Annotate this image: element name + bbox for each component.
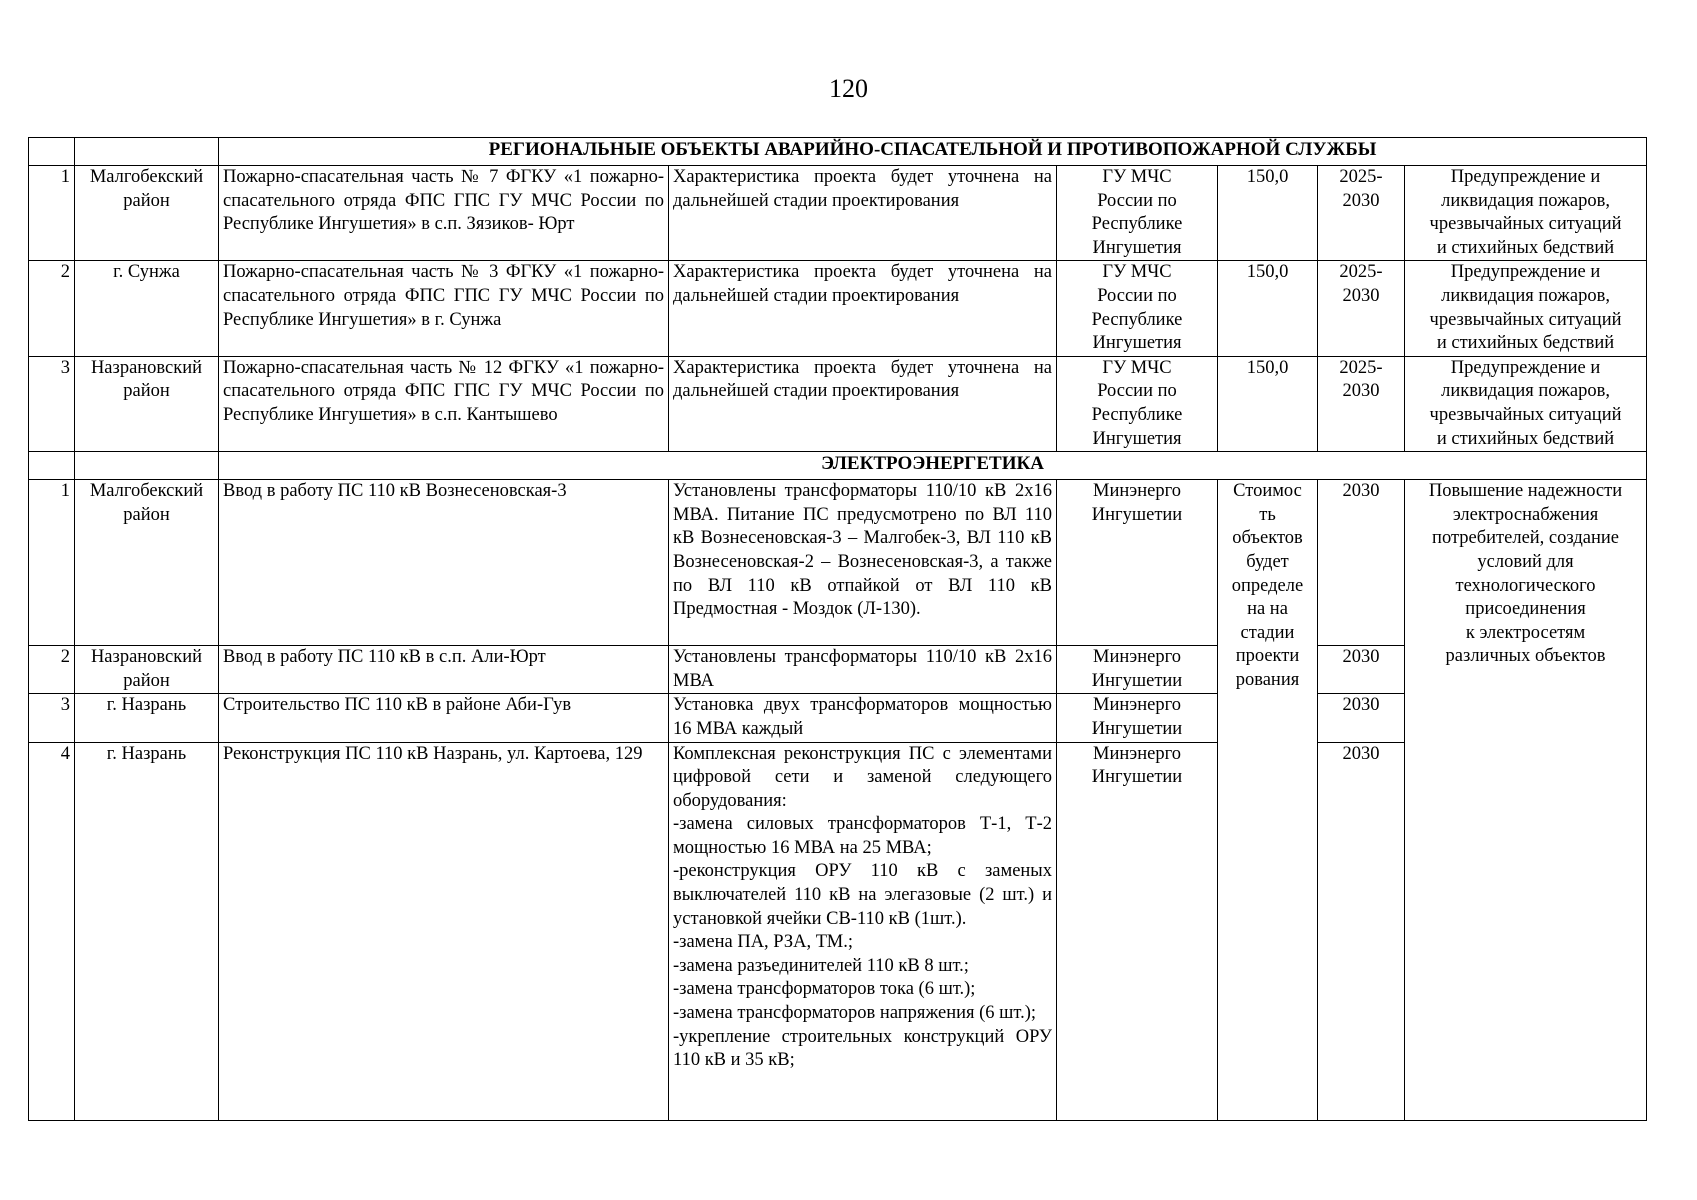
purpose-cell: Предупреждение и ликвидация пожаров, чрезвычайных ситуаций и стихийных бедствий <box>1405 166 1647 261</box>
empty-cell <box>29 452 75 480</box>
characteristics-cell <box>669 742 1057 1120</box>
responsible-cell: ГУ МЧС России по Республике Ингушетия <box>1057 166 1218 261</box>
characteristics-cell: Характеристика проекта будет уточнена на дальнейшей стадии проектирования <box>669 356 1057 451</box>
object-name-cell: Строительство ПС 110 кВ в районе Аби-Гув <box>219 694 669 742</box>
period-cell: 2030 <box>1318 646 1405 694</box>
responsible-cell: Минэнерго Ингушетии <box>1057 646 1218 694</box>
table-row <box>29 480 1647 646</box>
object-name-cell: Пожарно-спасательная часть № 3 ФГКУ «1 пожарно-спасательного отряда ФПС ГПС ГУ МЧС России по Республике Ингушетия» в г. Сунжа <box>219 261 669 356</box>
object-name-cell: Ввод в работу ПС 110 кВ Вознесеновская-3 <box>219 480 669 646</box>
row-number: 2 <box>29 261 75 356</box>
characteristics-line: Комплексная реконструкция ПС с элементами цифровой сети и заменой следующего оборудования: <box>673 743 1052 811</box>
characteristics-line: -реконструкция ОРУ 110 кВ с заменых выключателей 110 кВ на элегазовые (2 шт.) и установкой ячейки СВ-110 кВ (1шт.). <box>673 861 1052 929</box>
location-cell: Малгобекский район <box>75 480 219 646</box>
characteristics-line: -замена ПА, РЗА, ТМ.; <box>673 932 853 953</box>
location-cell: г. Сунжа <box>75 261 219 356</box>
object-name-cell: Реконструкция ПС 110 кВ Назрань, ул. Картоева, 129 <box>219 742 669 1120</box>
period-cell: 2025- 2030 <box>1318 166 1405 261</box>
object-name-cell: Пожарно-спасательная часть № 7 ФГКУ «1 пожарно-спасательного отряда ФПС ГПС ГУ МЧС России по Республике Ингушетия» в с.п. Зязиков- Юрт <box>219 166 669 261</box>
location-cell: Малгобекский район <box>75 166 219 261</box>
characteristics-cell: Установлены трансформаторы 110/10 кВ 2х16 МВА <box>669 646 1057 694</box>
period-cell: 2030 <box>1318 694 1405 742</box>
period-cell: 2030 <box>1318 480 1405 646</box>
page-number: 120 <box>829 74 868 103</box>
row-number: 2 <box>29 646 75 694</box>
section-header-row <box>29 452 1647 480</box>
characteristics-cell: Установка двух трансформаторов мощностью 16 МВА каждый <box>669 694 1057 742</box>
characteristics-line: -укрепление строительных конструкций ОРУ 110 кВ и 35 кВ; <box>673 1026 1052 1071</box>
characteristics-line: -замена силовых трансформаторов Т-1, Т-2 мощностью 16 МВА на 25 МВА; <box>673 814 1052 858</box>
period-cell: 2025- 2030 <box>1318 261 1405 356</box>
empty-cell <box>75 452 219 480</box>
table-row <box>29 356 1647 451</box>
responsible-cell: ГУ МЧС России по Республике Ингушетия <box>1057 356 1218 451</box>
period-cell: 2025- 2030 <box>1318 356 1405 451</box>
object-name-cell: Ввод в работу ПС 110 кВ в с.п. Али-Юрт <box>219 646 669 694</box>
empty-cell <box>75 138 219 166</box>
characteristics-cell: Установлены трансформаторы 110/10 кВ 2х16 МВА. Питание ПС предусмотрено по ВЛ 110 кВ Вознесеновская-3 – Малгобек-3, ВЛ 110 кВ Вознесеновская-2 – Вознесеновская-3, а также по ВЛ 110 кВ отпайкой от ВЛ 110 кВ Предмостная - Моздок (Л-130). <box>669 480 1057 646</box>
section-title: РЕГИОНАЛЬНЫЕ ОБЪЕКТЫ АВАРИЙНО-СПАСАТЕЛЬНОЙ И ПРОТИВОПОЖАРНОЙ СЛУЖБЫ <box>219 138 1647 166</box>
location-cell: г. Назрань <box>75 694 219 742</box>
projects-table <box>28 137 1647 1121</box>
location-cell: г. Назрань <box>75 742 219 1120</box>
purpose-cell: Предупреждение и ликвидация пожаров, чрезвычайных ситуаций и стихийных бедствий <box>1405 261 1647 356</box>
purpose-cell: Предупреждение и ликвидация пожаров, чрезвычайных ситуаций и стихийных бедствий <box>1405 356 1647 451</box>
section-header-row <box>29 138 1647 166</box>
cost-cell: 150,0 <box>1218 261 1318 356</box>
cost-cell: 150,0 <box>1218 166 1318 261</box>
row-number: 1 <box>29 480 75 646</box>
table-row <box>29 694 1647 742</box>
responsible-cell: Минэнерго Ингушетии <box>1057 480 1218 646</box>
characteristics-line: -замена трансформаторов тока (6 шт.); <box>673 979 976 1000</box>
table-row <box>29 646 1647 694</box>
row-number: 3 <box>29 356 75 451</box>
responsible-cell: ГУ МЧС России по Республике Ингушетия <box>1057 261 1218 356</box>
row-number: 1 <box>29 166 75 261</box>
responsible-cell: Минэнерго Ингушетии <box>1057 742 1218 1120</box>
characteristics-cell: Характеристика проекта будет уточнена на дальнейшей стадии проектирования <box>669 261 1057 356</box>
empty-cell <box>29 138 75 166</box>
location-cell: Назрановский район <box>75 646 219 694</box>
characteristics-cell: Характеристика проекта будет уточнена на дальнейшей стадии проектирования <box>669 166 1057 261</box>
table-row <box>29 742 1647 1120</box>
object-name-cell: Пожарно-спасательная часть № 12 ФГКУ «1 пожарно-спасательного отряда ФПС ГПС ГУ МЧС России по Республике Ингушетия» в с.п. Кантышево <box>219 356 669 451</box>
period-cell: 2030 <box>1318 742 1405 1120</box>
cost-cell: 150,0 <box>1218 356 1318 451</box>
shared-cost-cell: Стоимос ть объектов будет определе на на стадии проекти рования <box>1218 480 1318 1120</box>
characteristics-line: -замена трансформаторов напряжения (6 шт.); <box>673 1003 1037 1024</box>
responsible-cell: Минэнерго Ингушетии <box>1057 694 1218 742</box>
shared-purpose-cell: Повышение надежности электроснабжения потребителей, создание условий для технологического присоединения к электросетям различных объектов <box>1405 480 1647 1120</box>
location-cell: Назрановский район <box>75 356 219 451</box>
row-number: 4 <box>29 742 75 1120</box>
table-row <box>29 261 1647 356</box>
characteristics-line: -замена разъединителей 110 кВ 8 шт.; <box>673 955 969 976</box>
table-row <box>29 166 1647 261</box>
row-number: 3 <box>29 694 75 742</box>
section-title: ЭЛЕКТРОЭНЕРГЕТИКА <box>219 452 1647 480</box>
